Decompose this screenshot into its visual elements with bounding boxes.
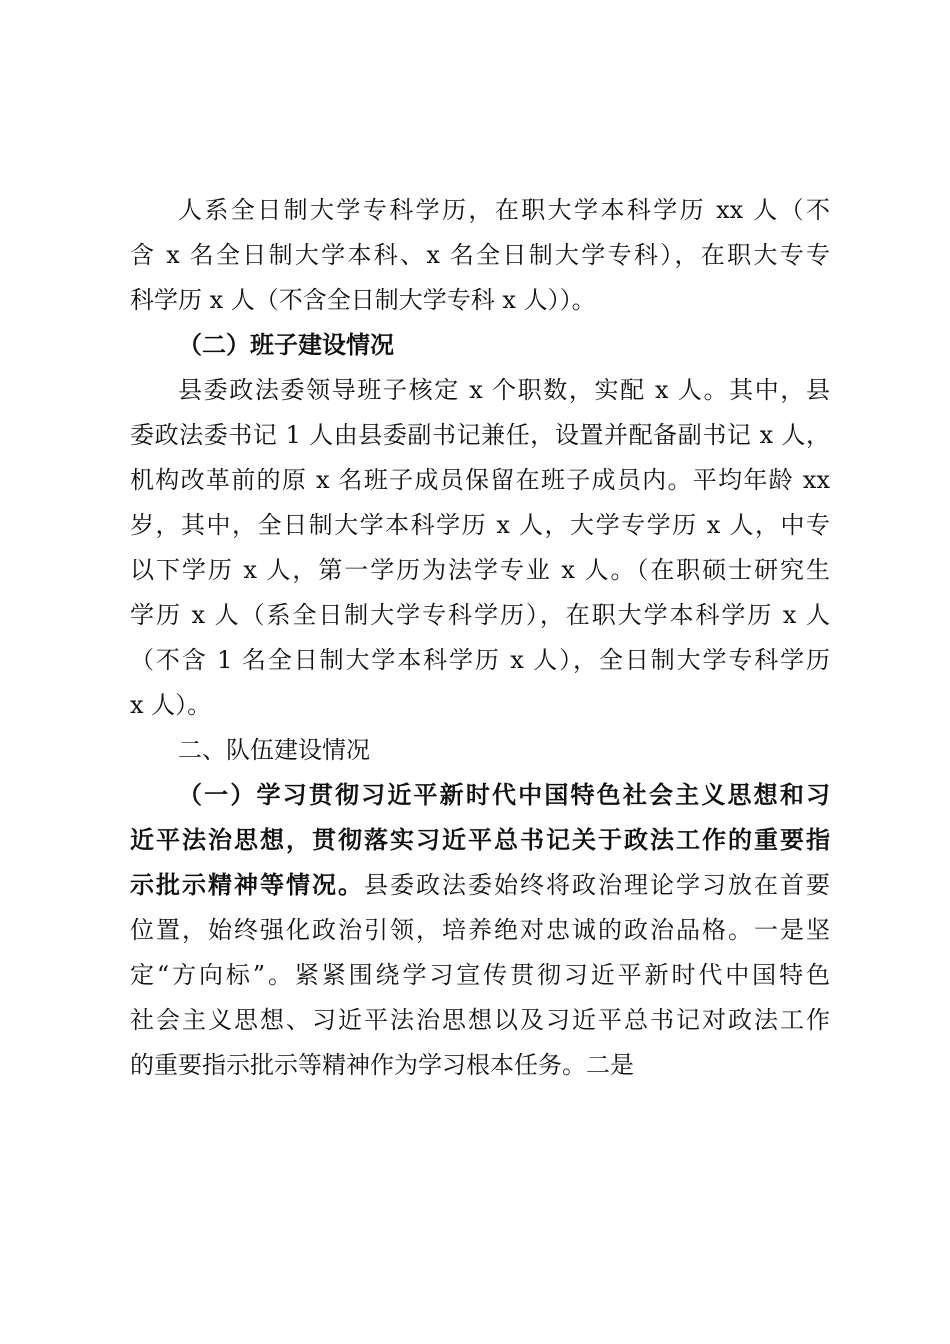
paragraph-line: 含 x 名全日制大学本科、x 名全日制大学专科），在职大专专 xyxy=(130,241,830,269)
paragraph-line: x 人）。 xyxy=(130,691,212,719)
paragraph-line: （不含 1 名全日制大学本科学历 x 人），全日制大学专科学历 xyxy=(130,646,830,674)
bold-heading-line: 近平法治思想，贯彻落实习近平总书记关于政法工作的重要指 xyxy=(130,825,830,854)
paragraph-line: 学历 x 人（系全日制大学专科学历），在职大学本科学历 x 人 xyxy=(130,601,830,629)
paragraph-line: 委政法委书记 1 人由县委副书记兼任，设置并配备副书记 x 人， xyxy=(130,421,830,449)
paragraph-line: 以下学历 x 人，第一学历为法学专业 x 人。（在职硕士研究生 xyxy=(130,556,830,584)
paragraph-line: 位置，始终强化政治引领，培养绝对忠诚的政治品格。一是坚 xyxy=(130,916,830,944)
paragraph-line: 县委政法委领导班子核定 x 个职数，实配 x 人。其中，县 xyxy=(178,376,830,404)
paragraph-text: 县委政法委始终将政治理论学习放在首要 xyxy=(364,871,830,899)
bold-heading-tail: 示批示精神等情况。 xyxy=(130,870,364,899)
mixed-line xyxy=(130,867,830,903)
paragraph-line: 机构改革前的原 x 名班子成员保留在班子成员内。平均年龄 xx xyxy=(130,466,830,494)
paragraph-line: 的重要指示批示等精神作为学习根本任务。二是 xyxy=(130,1051,634,1079)
paragraph-line: 社会主义思想、习近平法治思想以及习近平总书记对政法工作 xyxy=(130,1006,830,1034)
paragraph-line: 定“方向标”。紧紧围绕学习宣传贯彻习近平新时代中国特色 xyxy=(130,961,830,989)
section-heading: （二）班子建设情况 xyxy=(178,330,394,359)
paragraph-line: 人系全日制大学专科学历，在职大学本科学历 xx 人（不 xyxy=(178,196,830,224)
bold-heading-line: （一）学习贯彻习近平新时代中国特色社会主义思想和习 xyxy=(178,780,830,809)
paragraph-line: 岁，其中，全日制大学本科学历 x 人，大学专学历 x 人，中专 xyxy=(130,511,830,539)
paragraph-line: 科学历 x 人（不含全日制大学专科 x 人））。 xyxy=(130,286,596,314)
chapter-heading: 二、队伍建设情况 xyxy=(178,736,370,764)
